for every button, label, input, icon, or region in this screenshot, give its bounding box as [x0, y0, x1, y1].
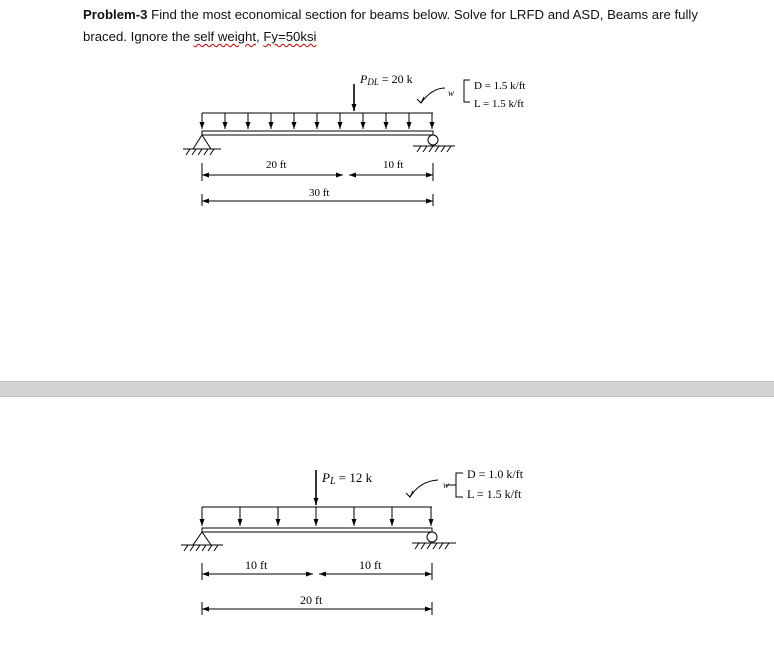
beam2-w-symbol: w — [443, 480, 450, 490]
beam1-beam — [202, 131, 433, 135]
beam1-w-leader — [421, 88, 445, 103]
problem-text: Find the most economical section for beams below. Solve for LRFD and ASD, Beams are fully braced. Ignore the — [83, 7, 698, 44]
beam1-dim-total: 30 ft — [309, 187, 330, 199]
fy-text: Fy=50ksi — [263, 29, 317, 44]
beam1-udl-arrows — [202, 113, 432, 129]
beam2-beam — [202, 528, 432, 532]
self-weight-text: self weight — [193, 29, 257, 44]
beam2-load-bracket — [456, 473, 463, 497]
beam1-load-bracket — [464, 80, 470, 102]
beam2-dim-left: 10 ft — [245, 558, 268, 572]
beam2-udl-arrows — [202, 507, 431, 526]
separator: , — [256, 29, 264, 44]
beam2-dim-total: 20 ft — [300, 593, 323, 607]
beam1-roller-support — [413, 135, 455, 152]
beam2-dimension-lines — [202, 563, 432, 615]
problem-number: Problem-3 — [83, 7, 148, 22]
beam2-dim-right: 10 ft — [359, 558, 382, 572]
beam2-pin-support — [181, 532, 223, 551]
beam1-dead-load: D = 1.5 k/ft — [474, 80, 526, 92]
beam1-point-load-label: PDL = 20 k — [360, 72, 413, 87]
beam1-dim-left: 20 ft — [266, 159, 287, 171]
beam2-dead-load: D = 1.0 k/ft — [467, 467, 524, 481]
beam2-live-load: L = 1.5 k/ft — [467, 487, 522, 501]
beam2-roller-support — [412, 532, 456, 549]
beam1-pin-support — [183, 135, 221, 155]
beam1-w-symbol: w — [448, 88, 455, 98]
beam1-live-load: L = 1.5 k/ft — [474, 98, 524, 110]
beam2-point-load-label: PL = 12 k — [322, 470, 373, 487]
beam1-dim-right: 10 ft — [383, 159, 404, 171]
beam2-w-leader — [410, 480, 438, 497]
